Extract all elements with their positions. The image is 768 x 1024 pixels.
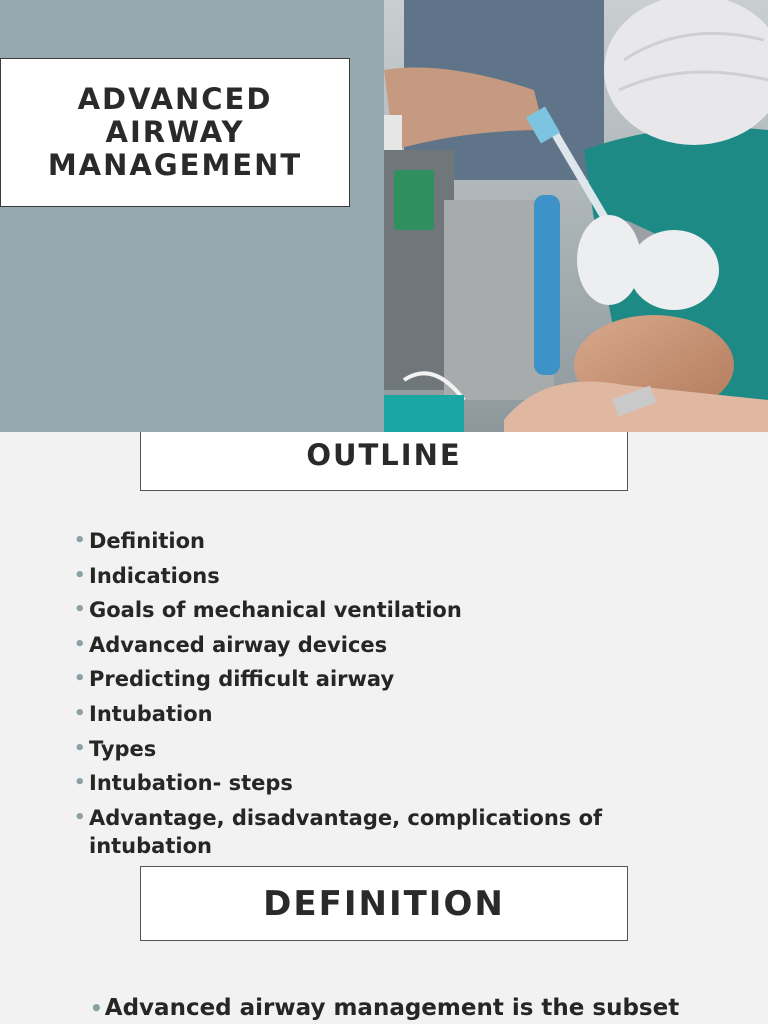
title-box <box>0 58 350 207</box>
outline-heading: OUTLINE <box>306 438 462 472</box>
bullet-icon: • <box>74 668 86 690</box>
title-line-3: MANAGEMENT <box>47 148 303 182</box>
list-item: • Intubation- steps <box>74 771 293 796</box>
bullet-icon: • <box>74 564 86 586</box>
bullet-icon: • <box>74 702 86 724</box>
intubation-photo-illustration <box>384 0 768 432</box>
list-item: • Intubation <box>74 701 213 726</box>
gloved-hand-right <box>629 230 719 310</box>
list-item: • Goals of mechanical ventilation <box>74 598 462 623</box>
bullet-icon: • <box>74 772 86 794</box>
definition-heading-box <box>140 866 628 941</box>
bullet-icon: • <box>74 737 86 759</box>
list-item: • Types <box>74 736 157 761</box>
definition-text <box>90 993 768 1023</box>
bullet-icon: • <box>74 633 86 655</box>
bullet-icon: • <box>90 996 103 1020</box>
list-item: • Advanced airway devices <box>74 632 388 657</box>
title-line-2: AIRWAY <box>105 115 245 149</box>
definition-heading: DEFINITION <box>263 883 505 924</box>
title-line-1: ADVANCED <box>77 82 273 116</box>
title-slide <box>0 0 768 432</box>
blue-tube <box>534 195 560 375</box>
outline-list <box>74 527 714 866</box>
outline-heading-box <box>140 432 628 491</box>
list-item: • Advantage, disadvantage, complications of intubation <box>74 805 603 858</box>
list-item: • Predicting difficult airway <box>74 667 395 692</box>
bullet-icon: • <box>74 599 86 621</box>
bullet-icon: • <box>74 806 86 828</box>
slide-title <box>25 83 325 182</box>
list-item: • Indications <box>74 563 220 588</box>
list-item: • Definition <box>74 529 206 553</box>
definition-sentence: Advanced airway management is the subset <box>104 995 680 1021</box>
bullet-icon: • <box>74 530 86 551</box>
intubation-photo <box>384 0 768 432</box>
